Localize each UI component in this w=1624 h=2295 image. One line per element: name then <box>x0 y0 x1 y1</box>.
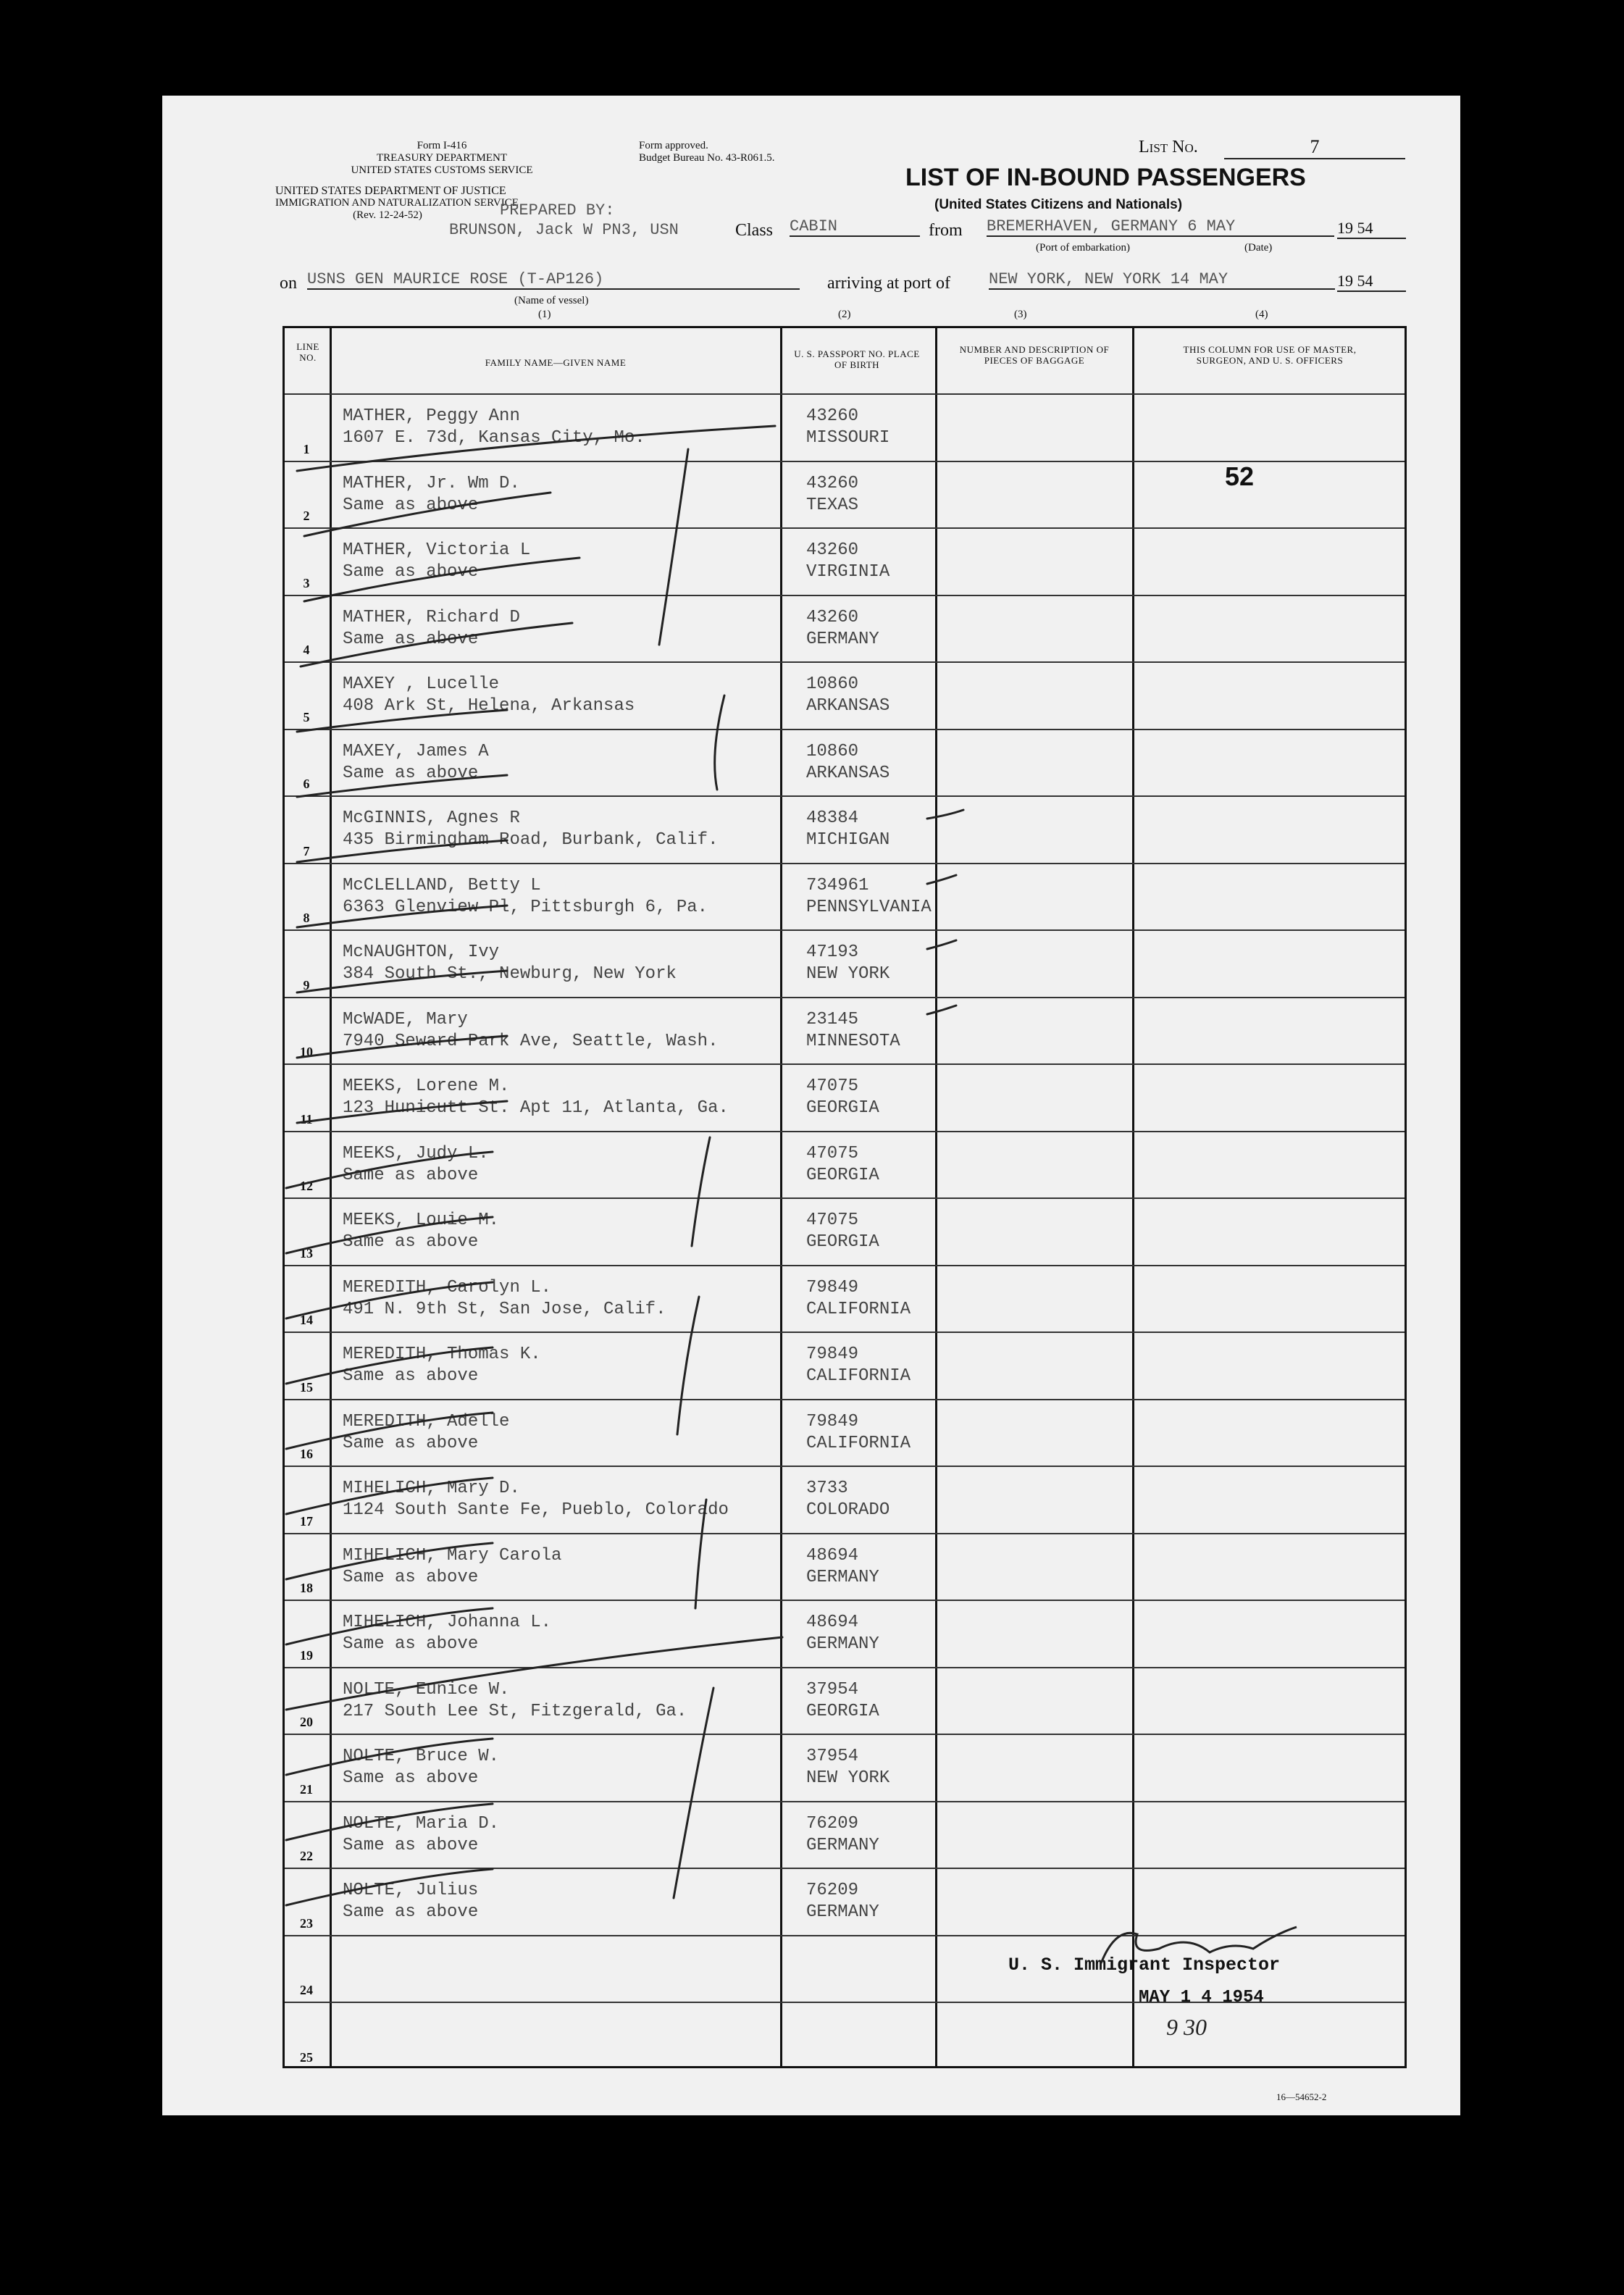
line-number: 17 <box>300 1513 313 1529</box>
approval-line2: Budget Bureau No. 43-R061.5. <box>639 152 775 164</box>
page-title: LIST OF IN-BOUND PASSENGERS <box>905 164 1306 191</box>
place-of-birth: GEORGIA <box>806 1232 879 1252</box>
passenger-name: NOLTE, Eunice W. <box>343 1679 510 1700</box>
officer-note: 52 <box>1225 461 1255 491</box>
line-number: 19 <box>300 1647 313 1663</box>
rev-label: (Rev. 12-24-52) <box>353 209 422 221</box>
line-number: 2 <box>303 509 310 523</box>
passenger-address: 384 South St., Newburg, New York <box>343 964 677 984</box>
passenger-address: Same as above <box>343 1634 479 1654</box>
place-of-birth: GERMANY <box>806 1902 879 1922</box>
line-number: 13 <box>300 1245 313 1261</box>
passport-number: 43260 <box>806 406 859 426</box>
passenger-name: MEREDITH, Adelle <box>343 1411 510 1431</box>
treasury-label: TREASURY DEPARTMENT <box>376 152 508 164</box>
place-of-birth: NEW YORK <box>806 964 890 984</box>
passport-number: 47075 <box>806 1211 859 1230</box>
place-of-birth: MICHIGAN <box>806 830 890 850</box>
date-caption: (Date) <box>1244 242 1273 254</box>
place-of-birth: PENNSYLVANIA <box>806 897 932 917</box>
passport-number: 47075 <box>806 1077 859 1096</box>
column-caption-2: (2) <box>838 309 851 320</box>
passport-number: 79849 <box>806 1411 859 1431</box>
column-caption-1: (1) <box>538 309 551 320</box>
line-number: 16 <box>300 1447 313 1461</box>
passenger-address: Same as above <box>343 1835 479 1855</box>
passenger-address: 7940 Seward Park Ave, Seattle, Wash. <box>343 1031 719 1051</box>
passenger-name: McGINNIS, Agnes R <box>343 808 520 828</box>
passenger-address: Same as above <box>343 1433 479 1453</box>
from-value: BREMERHAVEN, GERMANY 6 MAY <box>987 217 1334 237</box>
passenger-address: 408 Ark St, Helena, Arkansas <box>343 696 635 716</box>
on-label: on <box>280 274 297 293</box>
line-number: 8 <box>303 911 310 925</box>
passport-number: 37954 <box>806 1679 859 1700</box>
header-line-no: LINE NO. <box>296 341 319 363</box>
passport-number: 48694 <box>806 1545 859 1565</box>
passport-number: 48384 <box>806 808 859 828</box>
passenger-address: Same as above <box>343 1366 479 1386</box>
passenger-address: Same as above <box>343 763 479 783</box>
passenger-address: Same as above <box>343 1567 479 1587</box>
column-caption-4: (4) <box>1255 309 1268 320</box>
line-number: 14 <box>300 1313 313 1327</box>
place-of-birth: GEORGIA <box>806 1165 879 1185</box>
passport-number: 47075 <box>806 1143 859 1163</box>
passport-number: 23145 <box>806 1009 859 1029</box>
form-number: Form I-416 <box>417 140 467 151</box>
passport-number: 47193 <box>806 942 859 962</box>
passenger-address: Same as above <box>343 1902 479 1922</box>
passenger-name: MEEKS, Lorene M. <box>343 1077 510 1096</box>
passenger-name: MEEKS, Judy L. <box>343 1143 489 1163</box>
passenger-name: MEREDITH, Thomas K. <box>343 1345 541 1364</box>
passenger-name: McWADE, Mary <box>343 1009 468 1029</box>
passport-number: 79849 <box>806 1277 859 1297</box>
passenger-name: MEEKS, Louie M. <box>343 1211 500 1230</box>
list-no-value: 7 <box>1224 136 1405 159</box>
line-number: 6 <box>303 777 310 791</box>
passport-number: 43260 <box>806 473 859 493</box>
stamp-date: MAY 1 4 1954 <box>1139 1988 1264 2007</box>
header-name: FAMILY NAME—GIVEN NAME <box>485 357 627 368</box>
passport-number: 79849 <box>806 1345 859 1364</box>
passenger-name: MATHER, Jr. Wm D. <box>343 473 520 493</box>
passport-number: 10860 <box>806 674 859 694</box>
passenger-address: Same as above <box>343 1768 479 1788</box>
passenger-address: 1607 E. 73d, Kansas City, Mo. <box>343 428 645 448</box>
prepared-by-value: BRUNSON, Jack W PN3, USN <box>449 221 679 239</box>
line-number: 22 <box>300 1849 313 1863</box>
passenger-name: NOLTE, Bruce W. <box>343 1747 500 1766</box>
arriving-label: arriving at port of <box>827 274 950 293</box>
line-number: 11 <box>300 1111 313 1126</box>
line-number: 25 <box>300 2049 313 2065</box>
inspector-stamp: U. S. Immigrant Inspector <box>1008 1955 1281 1976</box>
vessel-caption: (Name of vessel) <box>514 295 589 306</box>
passenger-address: Same as above <box>343 562 479 582</box>
line-number: 24 <box>300 1983 313 1997</box>
vessel-value: USNS GEN MAURICE ROSE (T-AP126) <box>307 270 800 290</box>
arriving-year: 19 54 <box>1337 272 1406 292</box>
passport-number: 43260 <box>806 540 859 560</box>
from-label: from <box>929 221 963 240</box>
doj-title: UNITED STATES DEPARTMENT OF JUSTICE <box>275 185 506 197</box>
inspector-signature <box>1087 1913 1318 1978</box>
class-label: Class <box>735 221 774 240</box>
line-number: 18 <box>300 1581 313 1595</box>
passenger-address: 6363 Glenview Pl, Pittsburgh 6, Pa. <box>343 897 708 917</box>
place-of-birth: MISSOURI <box>806 428 890 448</box>
place-of-birth: ARKANSAS <box>806 763 890 783</box>
port-embark-caption: (Port of embarkation) <box>1036 242 1130 254</box>
passenger-name: MAXEY, James A <box>343 741 489 761</box>
passenger-address: 435 Birmingham Road, Burbank, Calif. <box>343 830 719 850</box>
passenger-address: 1124 South Sante Fe, Pueblo, Colorado <box>343 1500 729 1520</box>
approval-line1: Form approved. <box>639 140 708 151</box>
line-number: 9 <box>303 977 310 992</box>
passenger-name: McNAUGHTON, Ivy <box>343 942 500 962</box>
line-number: 10 <box>300 1045 313 1059</box>
place-of-birth: GERMANY <box>806 1634 879 1654</box>
place-of-birth: VIRGINIA <box>806 562 890 582</box>
arriving-value: NEW YORK, NEW YORK 14 MAY <box>989 270 1335 290</box>
passport-number: 43260 <box>806 607 859 627</box>
passport-number: 10860 <box>806 741 859 761</box>
line-number: 20 <box>300 1715 313 1729</box>
list-no-label: List No. <box>1139 138 1198 156</box>
passenger-name: MATHER, Richard D <box>343 607 520 627</box>
passenger-name: MEREDITH, Carolyn L. <box>343 1277 552 1297</box>
line-number: 12 <box>300 1179 313 1193</box>
passenger-name: MIHELICH, Mary Carola <box>343 1545 562 1565</box>
place-of-birth: GERMANY <box>806 1567 879 1587</box>
place-of-birth: GERMANY <box>806 629 879 649</box>
passenger-name: MATHER, Peggy Ann <box>343 406 520 426</box>
passenger-address: Same as above <box>343 1165 479 1185</box>
line-number: 7 <box>303 843 310 858</box>
passenger-address: 217 South Lee St, Fitzgerald, Ga. <box>343 1701 687 1721</box>
passenger-name: McCLELLAND, Betty L <box>343 875 541 895</box>
passport-number: 76209 <box>806 1881 859 1900</box>
stamp-time: 9 30 <box>1166 2014 1207 2040</box>
place-of-birth: GEORGIA <box>806 1098 879 1118</box>
place-of-birth: CALIFORNIA <box>806 1299 911 1319</box>
header-passport: U. S. PASSPORT NO. PLACE OF BIRTH <box>794 348 920 370</box>
place-of-birth: TEXAS <box>806 495 859 515</box>
form-code: 16—54652-2 <box>1276 2091 1327 2102</box>
place-of-birth: GEORGIA <box>806 1701 879 1721</box>
place-of-birth: NEW YORK <box>806 1768 890 1788</box>
passenger-address: Same as above <box>343 495 479 515</box>
customs-label: UNITED STATES CUSTOMS SERVICE <box>351 164 533 176</box>
passport-number: 76209 <box>806 1813 859 1834</box>
ins-label: IMMIGRATION AND NATURALIZATION SERVICE <box>275 197 519 209</box>
place-of-birth: CALIFORNIA <box>806 1433 911 1453</box>
place-of-birth: GERMANY <box>806 1835 879 1855</box>
passenger-name: MIHELICH, Johanna L. <box>343 1613 552 1632</box>
line-number: 1 <box>303 441 310 456</box>
line-number: 15 <box>300 1379 313 1395</box>
passenger-name: MIHELICH, Mary D. <box>343 1479 520 1498</box>
place-of-birth: MINNESOTA <box>806 1031 900 1051</box>
passport-number: 37954 <box>806 1747 859 1766</box>
prepared-by-label: PREPARED BY: <box>500 201 615 220</box>
passport-number: 48694 <box>806 1613 859 1632</box>
place-of-birth: COLORADO <box>806 1500 890 1520</box>
line-number: 23 <box>300 1915 313 1931</box>
header-officers: THIS COLUMN FOR USE OF MASTER, SURGEON, AND U. S. OFFICERS <box>1183 344 1357 366</box>
page-subtitle: (United States Citizens and Nationals) <box>934 197 1183 212</box>
passenger-name: MATHER, Victoria L <box>343 540 531 560</box>
place-of-birth: ARKANSAS <box>806 696 890 716</box>
header-baggage: NUMBER AND DESCRIPTION OF PIECES OF BAGGAGE <box>959 344 1110 366</box>
place-of-birth: CALIFORNIA <box>806 1366 911 1386</box>
passport-number: 3733 <box>806 1479 848 1498</box>
passenger-address: 491 N. 9th St, San Jose, Calif. <box>343 1299 666 1319</box>
line-number: 5 <box>303 709 310 724</box>
from-year: 19 54 <box>1337 219 1406 239</box>
passenger-address: Same as above <box>343 1232 479 1252</box>
passenger-name: NOLTE, Maria D. <box>343 1813 500 1834</box>
passenger-name: MAXEY , Lucelle <box>343 674 500 694</box>
line-number: 4 <box>303 643 310 657</box>
passenger-address: Same as above <box>343 629 479 649</box>
line-number: 21 <box>300 1781 313 1797</box>
passenger-address: 123 Hunicutt St. Apt 11, Atlanta, Ga. <box>343 1098 729 1118</box>
passenger-name: NOLTE, Julius <box>343 1881 479 1900</box>
line-number: 3 <box>303 575 310 590</box>
passport-number: 734961 <box>806 875 869 895</box>
class-value: CABIN <box>790 217 920 237</box>
column-caption-3: (3) <box>1014 309 1027 320</box>
